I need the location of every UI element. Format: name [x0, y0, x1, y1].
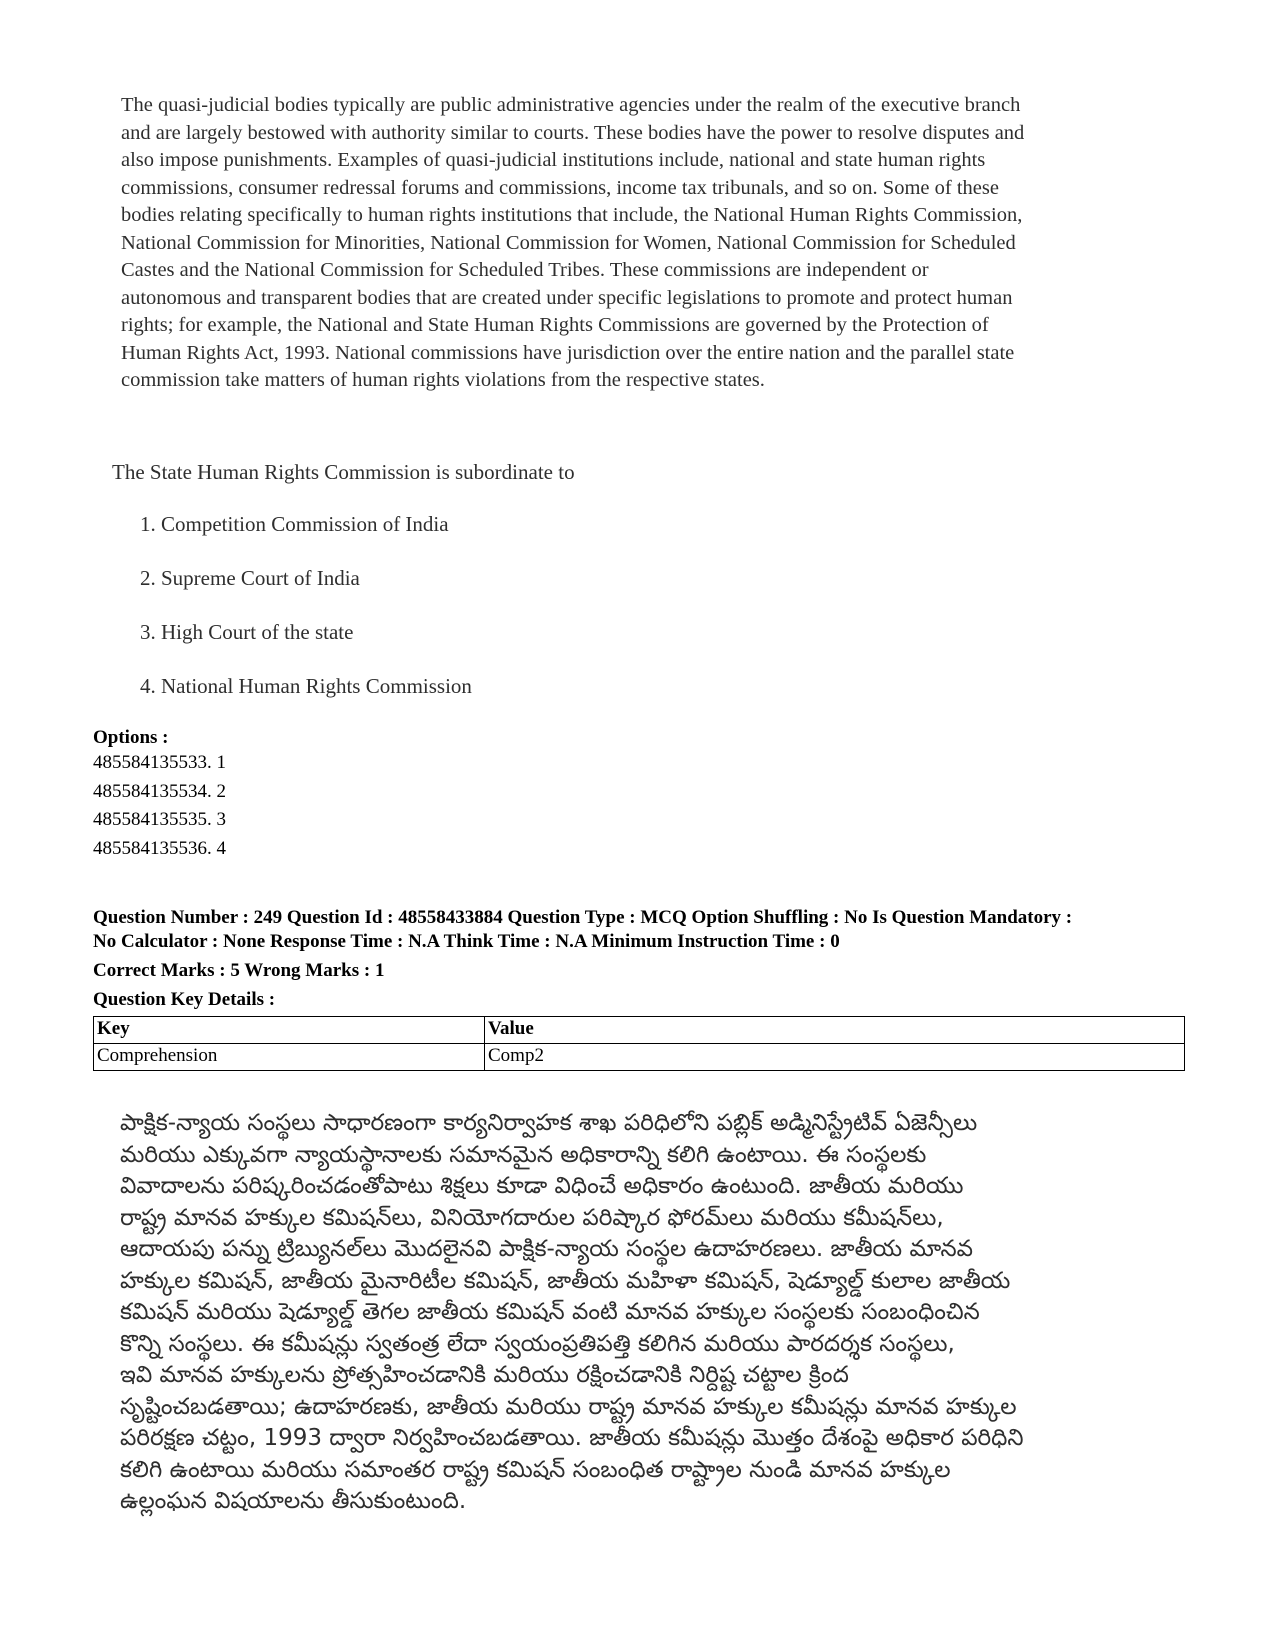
passage-line: The quasi-judicial bodies typically are public administrative agencies under the realm of the executive branch — [121, 94, 1021, 116]
telugu-line: ఆదాయపు పన్ను ట్రిబ్యునల్‌లు మొదలైనవి పాక్షిక-న్యాయ సంస్థల ఉదాహరణలు. జాతీయ మానవ — [120, 1236, 973, 1262]
telugu-line: వివాదాలను పరిష్కరించడంతోపాటు శిక్షలు కూడా విధించే అధికారం ఉంటుంది. జాతీయ మరియు — [120, 1173, 964, 1199]
table-row — [94, 1044, 1185, 1071]
options-label: Options : — [93, 727, 169, 748]
choice-item: 1. Competition Commission of India — [140, 512, 449, 536]
passage-line: Castes and the National Commission for Scheduled Tribes. These commissions are independent or — [121, 259, 929, 281]
passage-line: bodies relating specifically to human rights institutions that include, the National Human Rights Commission, — [121, 204, 1023, 226]
telugu-line: రాష్ట్ర మానవ హక్కుల కమిషన్‌లు, వినియోగదారుల పరిష్కార ఫోరమ్‌లు మరియు కమీషన్‌లు, — [120, 1204, 944, 1231]
answer-choices — [140, 512, 472, 728]
telugu-line: పాక్షిక-న్యాయ సంస్థలు సాధారణంగా కార్యనిర్వాహక శాఖ పరిధిలోని పబ్లిక్ అడ్మినిస్ట్రేటివ్ ఏజెన్సీలు — [120, 1110, 978, 1136]
passage-line: rights; for example, the National and State Human Rights Commissions are governed by the Protection of — [121, 314, 989, 336]
option-item: 485584135535. 3 — [93, 809, 226, 830]
choice-item: 3. High Court of the state — [140, 620, 354, 644]
options-list — [93, 752, 226, 866]
passage-line: commission take matters of human rights violations from the respective states. — [121, 369, 765, 391]
passage-line: National Commission for Minorities, National Commission for Women, National Commission for Scheduled — [121, 231, 1016, 254]
option-item: 485584135533. 1 — [93, 752, 226, 773]
telugu-line: సృష్టించబడతాయి; ఉదాహరణకు, జాతీయ మరియు రాష్ట్ర మానవ హక్కుల కమీషన్లు మానవ హక్కుల — [120, 1393, 1017, 1420]
header-value: Value — [485, 1017, 1185, 1044]
key-details-title: Question Key Details : — [93, 989, 276, 1010]
telugu-line: ఇవి మానవ హక్కులను ప్రోత్సహించడానికి మరియు రక్షించడానికి నిర్దిష్ట చట్టాల క్రింద — [120, 1362, 849, 1388]
passage-line: and are largely bestowed with authority similar to courts. These bodies have the power to resolve disputes and — [121, 121, 1025, 144]
telugu-line: హక్కుల కమిషన్, జాతీయ మైనారిటీల కమిషన్, జాతీయ మహిళా కమిషన్, షెడ్యూల్డ్ కులాల జాతీయ — [120, 1267, 1011, 1294]
marks-line: Correct Marks : 5 Wrong Marks : 1 — [93, 960, 385, 981]
option-item: 485584135536. 4 — [93, 837, 226, 859]
telugu-line: కలిగి ఉంటాయి మరియు సమాంతర రాష్ట్ర కమిషన్ సంబంధిత రాష్ట్రాల నుండి మానవ హక్కుల — [120, 1456, 951, 1483]
choice-item: 2. Supreme Court of India — [140, 566, 360, 590]
telugu-line: ఉల్లంఘన విషయాలను తీసుకుంటుంది. — [120, 1488, 467, 1514]
choice-item: 4. National Human Rights Commission — [140, 674, 472, 698]
passage-line: also impose punishments. Examples of quasi-judicial institutions include, national and state human rights — [121, 149, 986, 171]
comprehension-passage-telugu — [120, 1108, 1180, 1518]
metadata-line: Question Number : 249 Question Id : 48558433884 Question Type : MCQ Option Shuffling : No Is Question Mandatory : — [93, 907, 1073, 928]
telugu-line: కమిషన్ మరియు షెడ్యూల్డ్ తెగల జాతీయ కమిషన్ వంటి మానవ హక్కుల సంస్థలకు సంబంధించిన — [120, 1299, 980, 1325]
option-item: 485584135534. 2 — [93, 780, 226, 802]
telugu-line: మరియు ఎక్కువగా న్యాయస్థానాలకు సమానమైన అధికారాన్ని కలిగి ఉంటాయి. ఈ సంస్థలకు — [120, 1141, 927, 1168]
passage-line: commissions, consumer redressal forums and commissions, income tax tribunals, and so on. Some of these — [121, 176, 999, 199]
passage-line: Human Rights Act, 1993. National commissions have jurisdiction over the entire nation and the parallel state — [121, 341, 1015, 364]
comprehension-passage-english — [121, 92, 1161, 395]
metadata-line: No Calculator : None Response Time : N.A Think Time : N.A Minimum Instruction Time : 0 — [93, 931, 840, 952]
question-text: The State Human Rights Commission is subordinate to — [112, 460, 575, 484]
passage-line: autonomous and transparent bodies that are created under specific legislations to promote and protect human — [121, 286, 1013, 309]
cell-value: Comp2 — [485, 1044, 1185, 1071]
header-key: Key — [94, 1017, 485, 1044]
key-details-table — [93, 1016, 1185, 1071]
table-header-row — [94, 1017, 1185, 1044]
telugu-line: కొన్ని సంస్థలు. ఈ కమీషన్లు స్వతంత్ర లేదా స్వయంప్రతిపత్తి కలిగిన మరియు పారదర్శక సంస్థలు, — [120, 1330, 955, 1357]
cell-key: Comprehension — [94, 1044, 485, 1071]
telugu-line: పరిరక్షణ చట్టం, 1993 ద్వారా నిర్వహించబడతాయి. జాతీయ కమీషన్లు మొత్తం దేశంపై అధికార పరిధిని — [120, 1425, 1024, 1451]
question-metadata — [93, 906, 1183, 954]
